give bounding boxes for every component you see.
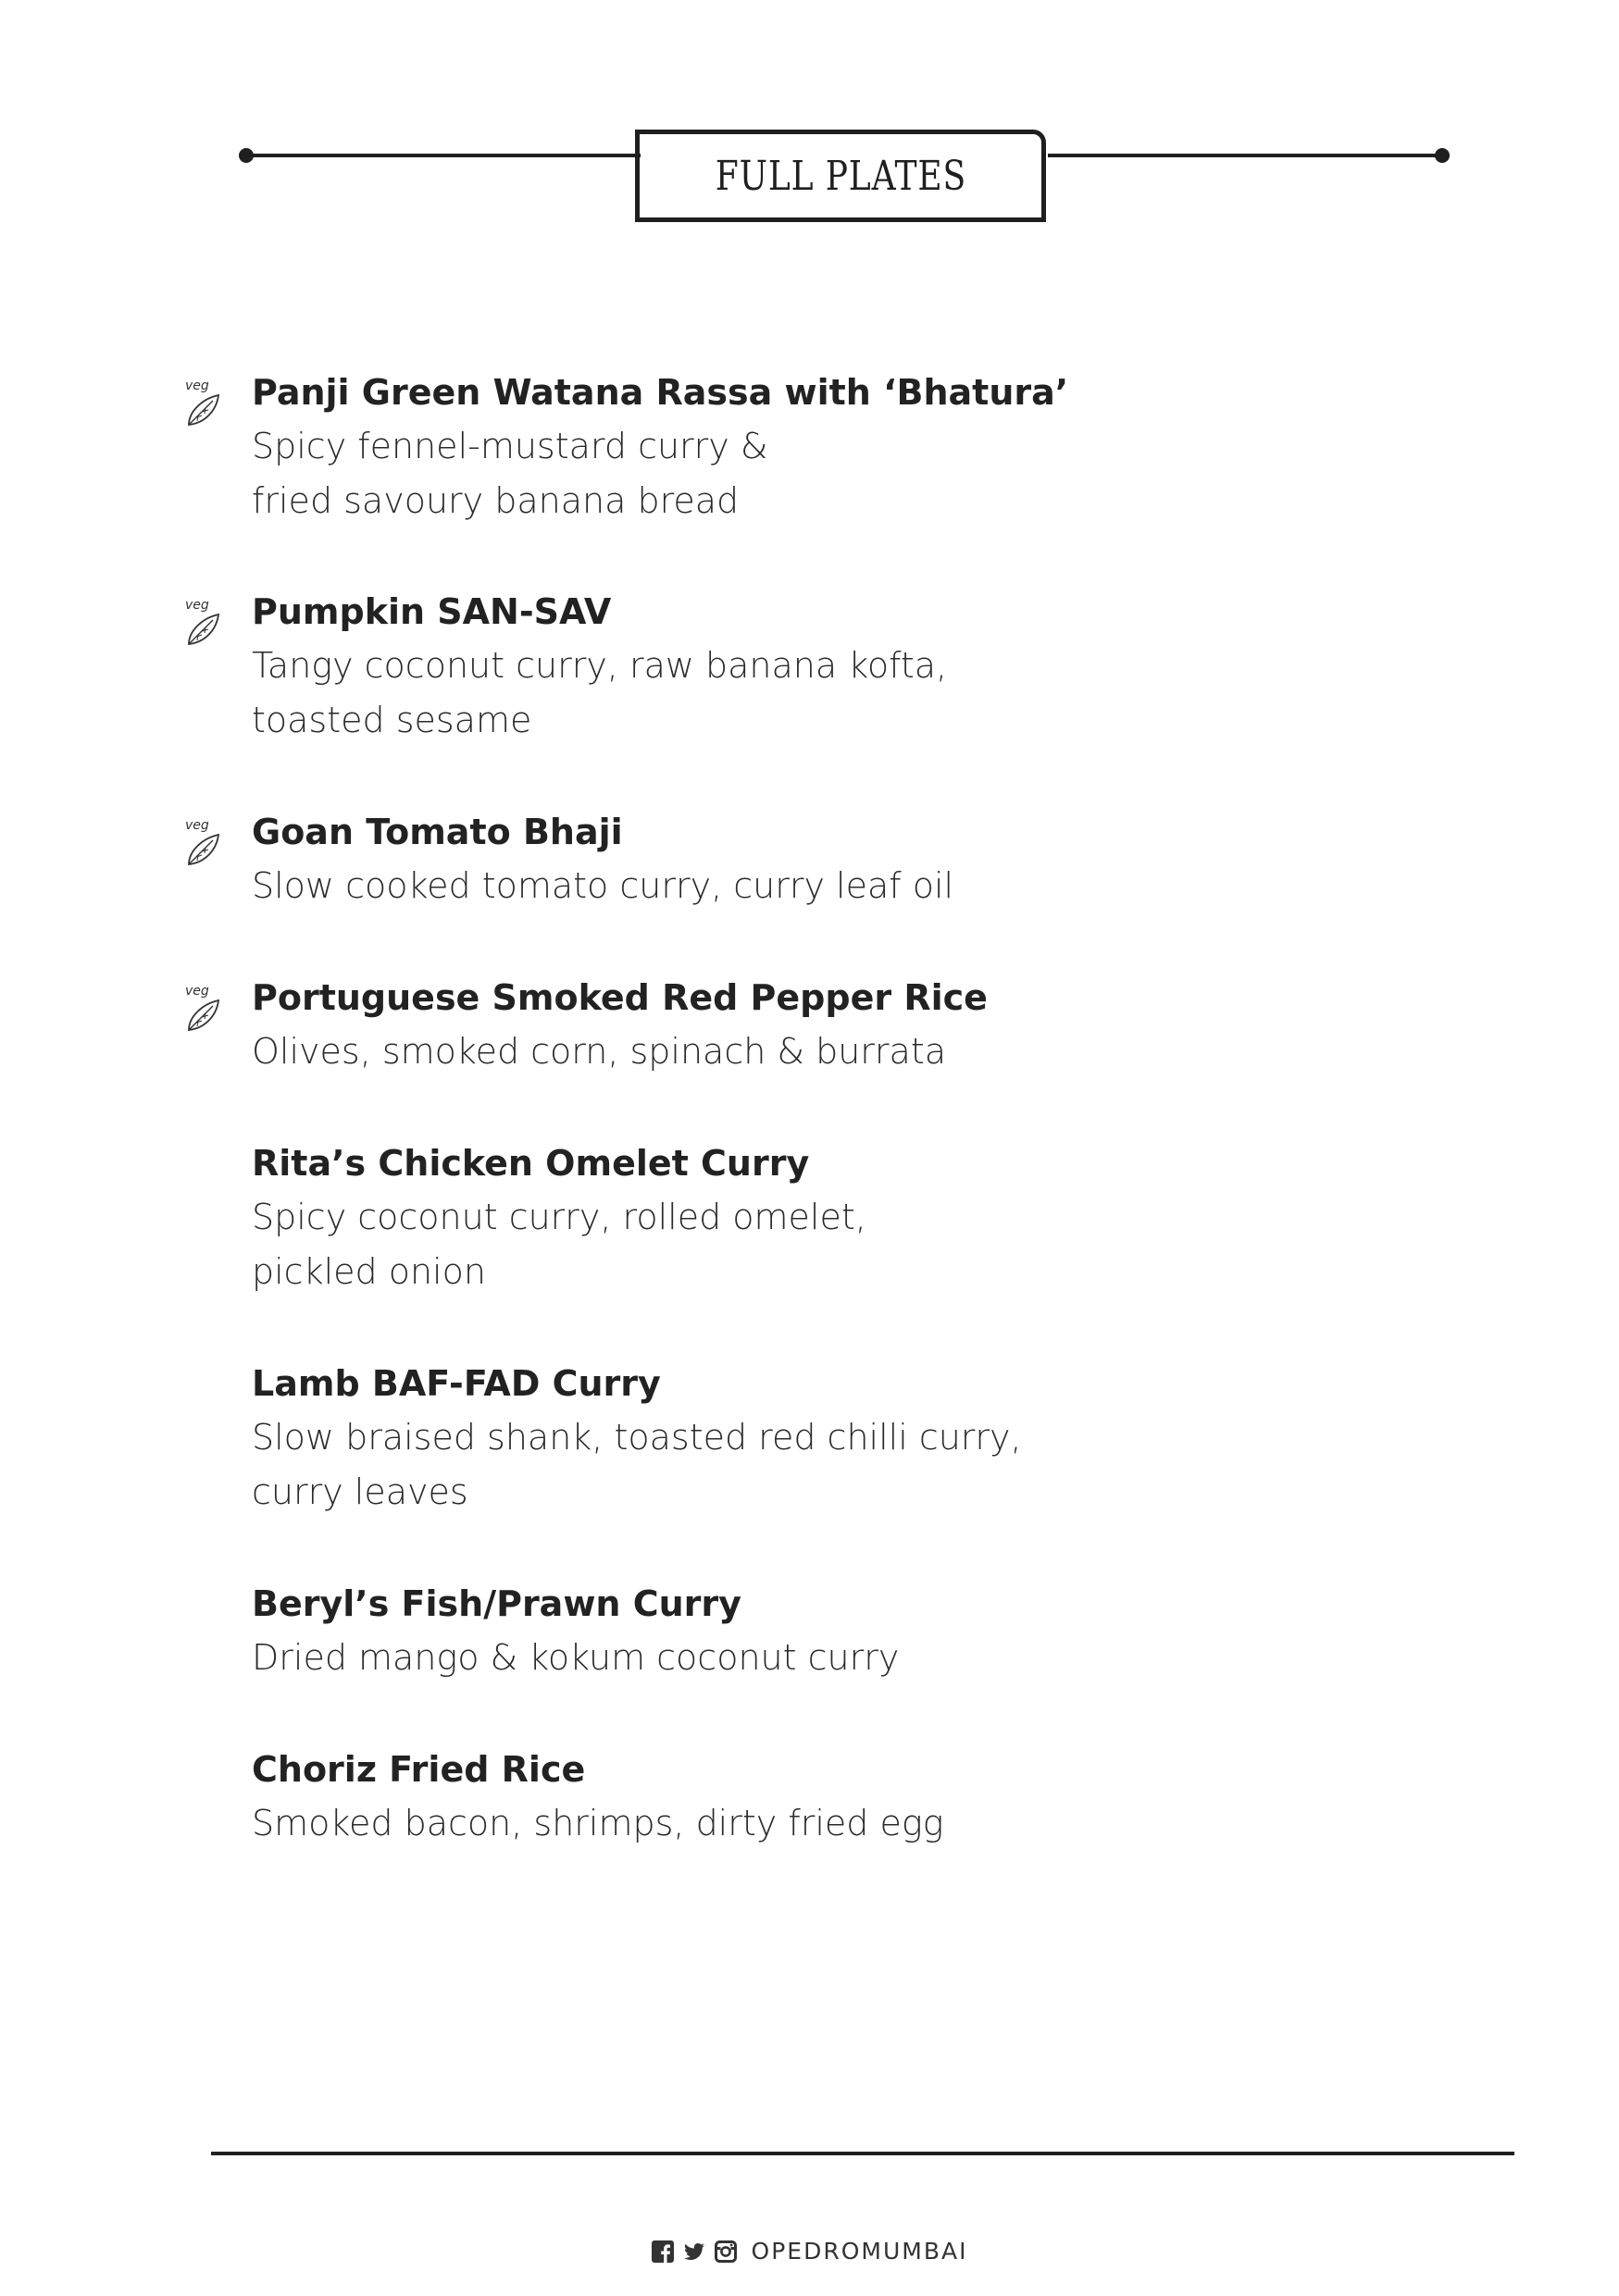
item-description: Tangy coconut curry, raw banana kofta, toasted sesame [252,645,948,740]
item-description: Spicy coconut curry, rolled omelet, pickled onion [252,1197,866,1292]
item-name: Rita’s Chicken Omelet Curry [252,1143,810,1184]
item-description: Olives, smoked corn, spinach & burrata [252,1031,947,1072]
item-name: Lamb BAF-FAD Curry [252,1363,661,1404]
twitter-icon[interactable] [683,2240,705,2263]
menu-item [185,971,1455,1079]
item-description: Slow cooked tomato curry, curry leaf oil [252,865,954,906]
veg-label: veg [185,818,209,833]
item-name: Pumpkin SAN-SAV [252,591,612,632]
menu-item [185,366,1455,528]
item-name: Choriz Fried Rice [252,1749,586,1790]
veg-label: veg [185,598,209,613]
veg-leaf-icon [181,814,231,870]
facebook-icon[interactable] [652,2240,674,2263]
menu-item [252,1136,1455,1299]
header-rule-dot-right [1435,148,1450,163]
menu-item [252,1357,1455,1520]
header-rule-left [244,154,641,157]
menu-item [185,805,1455,913]
veg-label: veg [185,984,209,999]
veg-leaf-icon [181,594,231,650]
item-name: Panji Green Watana Rassa with ‘Bhatura’ [252,372,1069,413]
item-name: Portuguese Smoked Red Pepper Rice [252,977,988,1018]
header-rule-right [1048,154,1440,157]
menu-item [252,1577,1455,1685]
section-title: FULL PLATES [715,152,966,200]
menu-item [185,585,1455,748]
veg-leaf-icon [181,980,231,1036]
item-description: Dried mango & kokum coconut curry [252,1637,900,1678]
veg-label: veg [185,379,209,393]
header-rule-dot-left [239,148,254,163]
footer [0,2238,1619,2265]
instagram-icon[interactable] [715,2240,737,2263]
veg-leaf-icon [181,375,231,430]
section-title-box [635,130,1046,222]
item-description: Smoked bacon, shrimps, dirty fried egg [252,1803,944,1843]
item-name: Beryl’s Fish/Prawn Curry [252,1583,741,1624]
social-handle[interactable]: OPEDROMUMBAI [751,2238,968,2265]
item-description: Slow braised shank, toasted red chilli curry, curry leaves [252,1417,1022,1512]
item-name: Goan Tomato Bhaji [252,812,623,852]
footer-rule [211,2152,1514,2155]
item-description: Spicy fennel-mustard curry & fried savoury banana bread [252,426,768,521]
menu-item [252,1743,1455,1851]
